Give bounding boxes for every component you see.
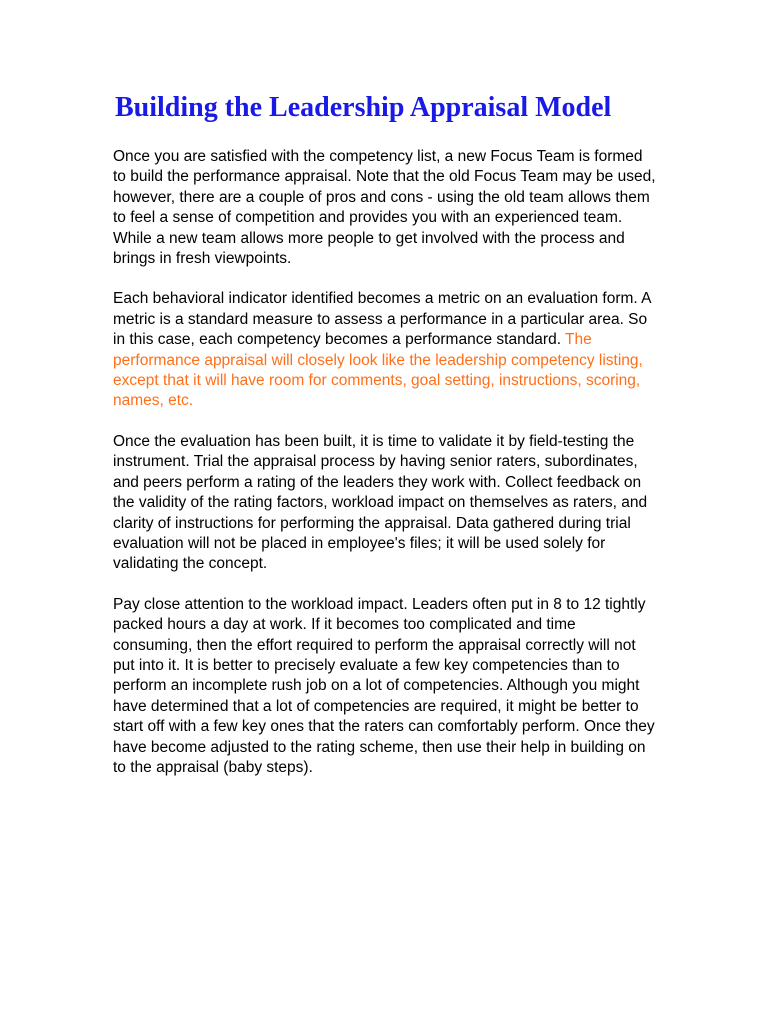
paragraph-metric-text: Each behavioral indicator identified becomes a metric on an evaluation form. A metric is a standard measure to assess a performance in a particular area. So in this case, each competency becomes a performance standard. (113, 290, 651, 349)
paragraph-focus-team: Once you are satisfied with the competency list, a new Focus Team is formed to build the performance appraisal. Note that the old Focus Team may be used, however, there are a couple of pros and cons - using the old team allows them to feel a sense of competition and provides you with an experienced team. While a new team allows more people to get involved with the process and brings in fresh viewpoints. (113, 148, 656, 268)
page-title: Building the Leadership Appraisal Model (115, 92, 612, 123)
document-body (113, 147, 658, 798)
paragraph-workload-impact: Pay close attention to the workload impact. Leaders often put in 8 to 12 tightly packed hours a day at work. If it becomes too complicated and time consuming, then the effort required to perform the appraisal correctly will not put into it. It is better to precisely evaluate a few key competencies than to perform an incomplete rush job on a lot of competencies. Although you might have determined that a lot of competencies are required, it might be better to start off with a few key ones that the raters can comfortably perform. Once they have become adjusted to the rating scheme, then use their help in building on to the appraisal (baby steps). (113, 595, 655, 776)
highlighted-appraisal-text: The performance appraisal will closely look like the leadership competency listing, except that it will have room for comments, goal setting, instructions, scoring, names, etc. (113, 331, 643, 410)
paragraph-behavioral-indicator (113, 289, 658, 411)
paragraph-validation: Once the evaluation has been built, it is time to validate it by field-testing the instrument. Trial the appraisal process by having senior raters, subordinates, and peers perform a rating of the leaders they work with. Collect feedback on the validity of the rating factors, workload impact on themselves as raters, and clarity of instructions for performing the appraisal. Data gathered during trial evaluation will not be placed in employee's files; it will be used solely for validating the concept. (113, 432, 648, 573)
